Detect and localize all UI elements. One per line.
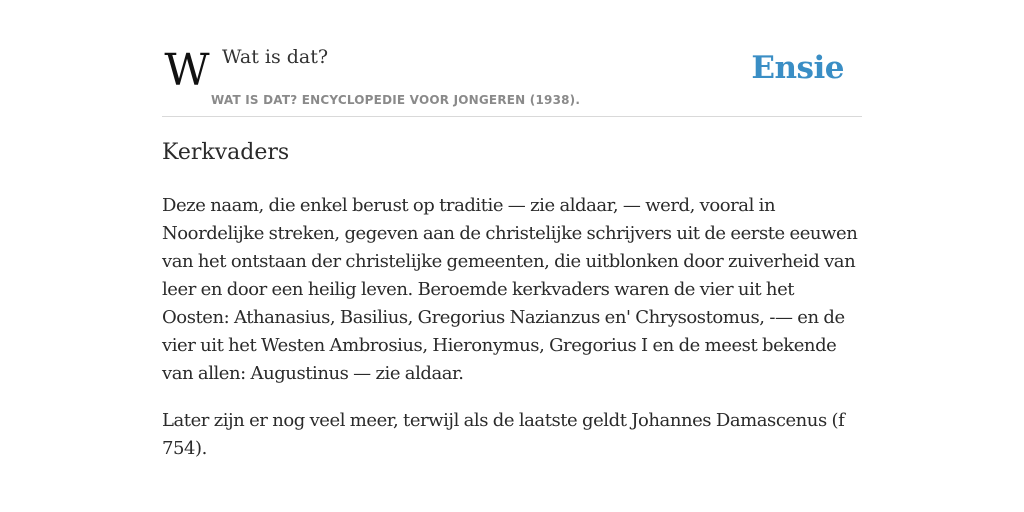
wikipedia-w-logo-icon	[164, 50, 210, 92]
source-subtitle: WAT IS DAT? ENCYCLOPEDIE VOOR JONGEREN (1938).	[211, 93, 581, 107]
source-header	[162, 0, 862, 117]
entry-paragraph: Later zijn er nog veel meer, terwijl als de laatste geldt Johannes Damascenus (f 754).	[162, 410, 845, 459]
svg-text:W: W	[164, 50, 210, 92]
entry-title: Kerkvaders	[162, 140, 290, 165]
ensie-brand-link[interactable]: Ensie	[751, 50, 844, 86]
entry-body	[162, 192, 866, 482]
source-title[interactable]: Wat is dat?	[222, 46, 329, 68]
article-container	[162, 0, 862, 459]
entry-paragraph: Deze naam, die enkel berust op traditie — zie aldaar, — werd, vooral in Noordelijke streken, gegeven aan de christelijke schrijvers uit de eerste eeuwen van het ontstaan der christelijke gemeenten, die uitblonken door zuiverheid van leer en door een heilig leven. Beroemde kerkvaders waren de vier uit het Oosten: Athanasius, Basilius, Gregorius Nazianzus en' Chrysostomus, -— en de vier uit het Westen Ambrosius, Hieronymus, Gregorius I en de meest bekende van allen: Augustinus — zie aldaar.	[162, 195, 858, 384]
